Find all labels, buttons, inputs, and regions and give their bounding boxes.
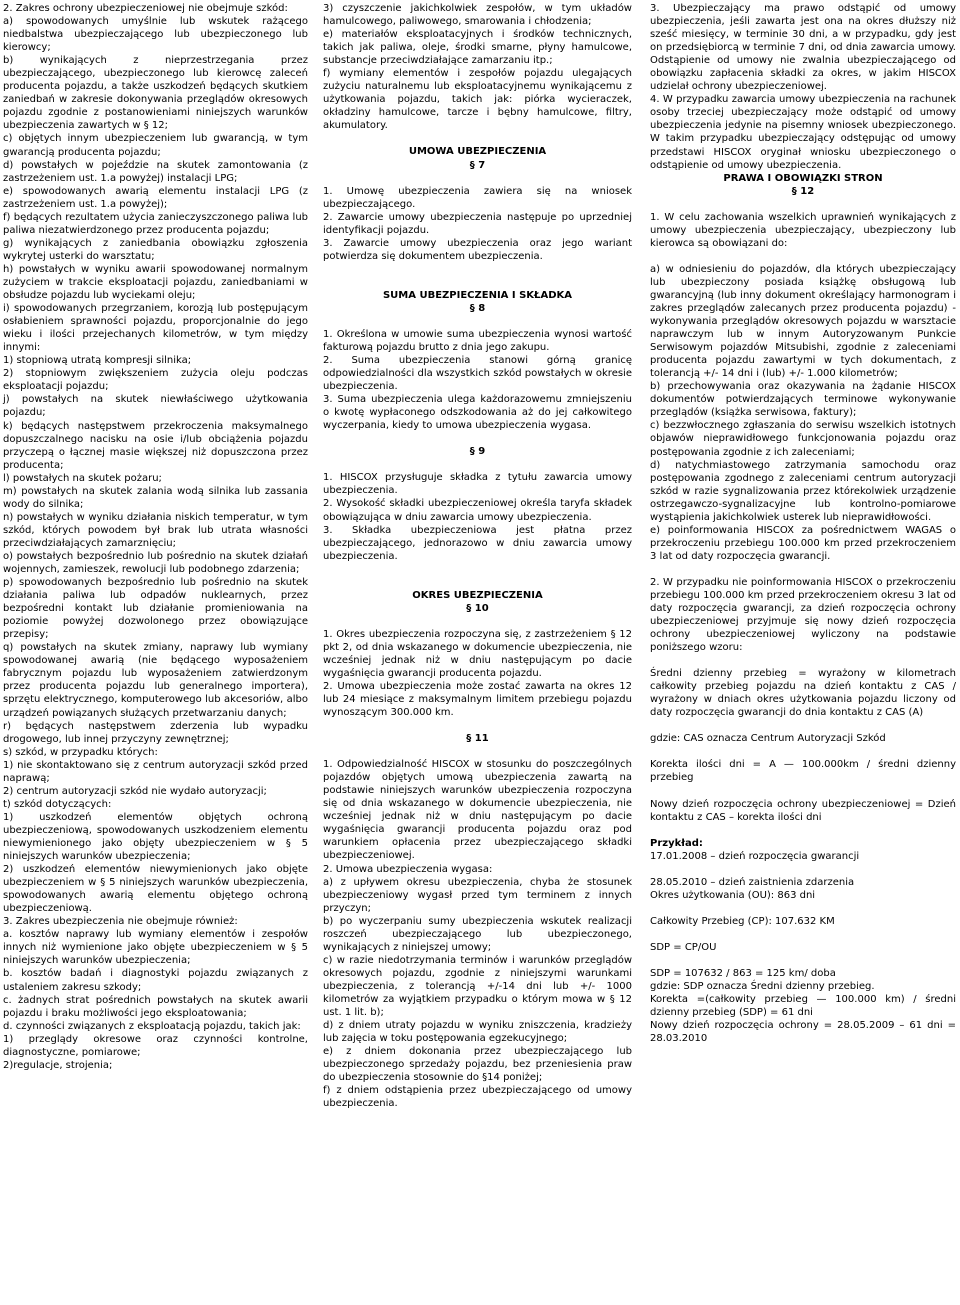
paragraph-spacer bbox=[323, 615, 632, 628]
paragraph: c) objętych innym ubezpieczeniem lub gwarancją, w tym gwarancją producenta pojazdu; bbox=[3, 133, 308, 158]
paragraph-spacer bbox=[650, 745, 956, 758]
paragraph: d. czynności związanych z eksploatacją pojazdu, takich jak: bbox=[3, 1020, 301, 1032]
paragraph-spacer bbox=[650, 654, 956, 667]
paragraph-spacer bbox=[323, 576, 632, 589]
paragraph: b) wynikających z nieprzestrzegania przez ubezpieczającego, ubezpieczonego lub kierowcę zaleceń producenta pojazdu, a także uszkodzeń będących skutkiem zaniedbań w zakresie dokonywania przeglądów okresowych pojazdu zgodnie z postanowieniami niniejszych warunków ubezpieczenia zawartych w § 12; bbox=[3, 55, 308, 132]
paragraph: a) z upływem okresu ubezpieczenia, chyba że stosunek ubezpieczeniowy wygasł przed tym terminem z innych przyczyn; bbox=[323, 876, 632, 914]
paragraph: SDP = CP/OU bbox=[650, 941, 717, 953]
paragraph-spacer bbox=[323, 315, 632, 328]
paragraph: e) spowodowanych awarią elementu instalacji LPG (z zastrzeżeniem ust. 1.a powyżej); bbox=[3, 185, 308, 210]
paragraph: a) spowodowanych umyślnie lub wskutek rażącego niedbalstwa ubezpieczającego lub ubezpieczonego lub kierowcy; bbox=[3, 16, 308, 54]
paragraph: 1) stopniową utratą kompresji silnika; bbox=[3, 355, 192, 367]
paragraph: 1) nie skontaktowano się z centrum autoryzacji szkód przed naprawą; bbox=[3, 759, 308, 784]
paragraph: 2. Zakres ochrony ubezpieczeniowej nie obejmuje szkód: bbox=[3, 3, 288, 14]
paragraph: gdzie: SDP oznacza Średni dzienny przebieg. bbox=[650, 980, 875, 992]
paragraph: 1. Określona w umowie suma ubezpieczenia wynosi wartość fakturową pojazdu brutto z dnia jego zakupu. bbox=[323, 328, 632, 353]
paragraph: Średni dzienny przebieg = wyrażony w kilometrach całkowity przebieg pojazdu na dzień kontaktu z CAS / wyrażony w dniach okres użytkowania pojazdu liczony od daty rozpoczęcia gwarancji do dnia kontaktu z CAS (A) bbox=[650, 668, 956, 719]
paragraph: m) powstałych na skutek zalania wodą silnika lub zassania wody do silnika; bbox=[3, 485, 308, 510]
section-heading: § 12 bbox=[791, 185, 815, 197]
paragraph: k) będących następstwem przekroczenia maksymalnego dopuszczalnego nacisku na osie i/lub obciążenia pojazdu przyczepą o łącznej masie większej niż dopuszczona przez producenta; bbox=[3, 420, 308, 471]
section-heading: UMOWA UBEZPIECZENIA bbox=[408, 146, 547, 158]
paragraph-spacer bbox=[323, 458, 632, 471]
paragraph: 2. Wysokość składki ubezpieczeniowej określa taryfa składek obowiązująca w dniu zawarcia umowy ubezpieczenia. bbox=[323, 498, 632, 523]
paragraph: e) z dniem dokonania przez ubezpieczającego lub ubezpieczonego sprzedaży pojazdu, bez przeniesienia praw do ubezpieczenia stosownie do §14 poniżej; bbox=[323, 1046, 632, 1084]
text-column-middle bbox=[323, 2, 632, 1110]
paragraph-spacer bbox=[650, 250, 956, 263]
paragraph: s) szkód, w przypadku których: bbox=[3, 746, 158, 758]
paragraph-spacer bbox=[323, 263, 632, 276]
paragraph: 4. W przypadku zawarcia umowy ubezpieczenia na rachunek osoby trzeciej ubezpieczający może odstąpić od umowy ubezpieczenia jedynie na pisemny wniosek ubezpieczonego. W takim przypadku ubezpieczający odstępując od umowy przedstawi HISCOX oryginał wniosku ubezpieczonego o odstąpienie od umowy ubezpieczenia. bbox=[650, 94, 956, 171]
paragraph-spacer bbox=[323, 745, 632, 758]
paragraph: d) z dniem utraty pojazdu w wyniku zniszczenia, kradzieży lub zajęcia w toku postępowania egzekucyjnego; bbox=[323, 1020, 632, 1045]
paragraph: n) powstałych w wyniku działania niskich temperatur, w tym szkód, których powodem był brak lub utrata własności przeciwdziałających zamarznięciu; bbox=[3, 511, 308, 549]
section-heading: OKRES UBEZPIECZENIA bbox=[412, 589, 543, 601]
paragraph-spacer bbox=[650, 928, 956, 941]
paragraph: 2. Suma ubezpieczenia stanowi górną granicę odpowiedzialności dla wszystkich szkód powstałych w okresie ubezpieczenia. bbox=[323, 355, 632, 393]
paragraph-spacer bbox=[323, 563, 632, 576]
paragraph: t) szkód dotyczących: bbox=[3, 798, 112, 810]
section-heading: § 11 bbox=[466, 733, 489, 745]
paragraph: b. kosztów badań i diagnostyki pojazdu związanych z ustaleniem zakresu szkody; bbox=[3, 968, 308, 993]
paragraph: 1. Odpowiedzialność HISCOX w stosunku do poszczególnych pojazdów objętych umową ubezpieczenia zawartą na podstawie niniejszych warunków ubezpieczenia rozpoczyna się od dnia wskazanego w dokumencie ubezpieczenia, nie wcześniej jednak niż w dniu następującym po dacie wygaśnięcia gwarancji producenta pojazdu oraz pod warunkiem opłacenia przez ubezpieczającego składki ubezpieczeniowej. bbox=[323, 759, 632, 862]
paragraph: h) powstałych w wyniku awarii spowodowanej normalnym zużyciem w trakcie eksploatacji pojazdu, zaniedbaniami w obsłudze pojazdu lub wyciekami oleju; bbox=[3, 263, 308, 302]
paragraph: e) poinformowania HISCOX za pośrednictwem WAGAS o przekroczeniu przebiegu 100.000 km przed przekroczeniem 3 lat od daty rozpoczęcia gwarancji. bbox=[650, 524, 956, 562]
paragraph: b) po wyczerpaniu sumy ubezpieczenia wskutek realizacji roszczeń ubezpieczającego lub ubezpieczonego, wynikających z niniejszej umowy; bbox=[323, 915, 632, 953]
paragraph: Okres użytkowania (OU): 863 dni bbox=[650, 889, 816, 901]
paragraph: 2) uszkodzeń elementów niewymienionych jako objęte ubezpieczeniem w § 5 niniejszych warunków ubezpieczenia, spowodowanych awarią elementu objętego ochroną ubezpieczeniową. bbox=[3, 864, 308, 915]
paragraph: 2) centrum autoryzacji szkód nie wydało autoryzacji; bbox=[3, 785, 267, 797]
paragraph: c. żadnych strat pośrednich powstałych na skutek awarii pojazdu i braku możliwości jego eksploatowania; bbox=[3, 994, 308, 1019]
paragraph-spacer bbox=[323, 719, 632, 732]
paragraph-spacer bbox=[650, 563, 956, 576]
paragraph: e) materiałów eksploatacyjnych i środków technicznych, takich jak paliwa, oleje, środki smarne, płyny hamulcowe, substancje przeciwdziałające zamarzaniu itp.; bbox=[323, 29, 632, 67]
paragraph: d) powstałych w pojeździe na skutek zamontowania (z zastrzeżeniem ust. 1.a powyżej) instalacji LPG; bbox=[3, 159, 308, 184]
section-heading: § 8 bbox=[469, 302, 486, 314]
paragraph-spacer bbox=[323, 276, 632, 289]
paragraph: p) spowodowanych bezpośrednio lub pośrednio na skutek działania paliwa lub odpadów nuklearnych, przez bezpośredni kontakt lub działanie promieniowania na poziomie powyżej dozwolonego przez obowiązujące przepisy; bbox=[3, 577, 308, 641]
paragraph: Nowy dzień rozpoczęcia ochrony ubezpieczeniowej = Dzień kontaktu z CAS – korekta ilości dni bbox=[650, 798, 956, 823]
section-heading: § 9 bbox=[469, 446, 486, 458]
paragraph-spacer bbox=[650, 824, 956, 837]
paragraph: 2. W przypadku nie poinformowania HISCOX o przekroczeniu przebiegu 100.000 km przed przekroczeniem okresu 3 lat od daty rozpoczęcia gwarancji, za dzień rozpoczęcia ochrony ubezpieczeniowej przyjmuje się nowy dzień rozpoczęcia ochrony ubezpieczeniowej wyliczony na podstawie poniższego wzoru: bbox=[650, 576, 956, 654]
paragraph: l) powstałych na skutek pożaru; bbox=[3, 472, 162, 484]
section-heading: § 10 bbox=[466, 602, 489, 614]
paragraph: 3. Zawarcie umowy ubezpieczenia oraz jego wariant potwierdza się dokumentem ubezpieczenia. bbox=[323, 237, 632, 262]
paragraph: 1. W celu zachowania wszelkich uprawnień wynikających z umowy ubezpieczenia ubezpieczający, ubezpieczony lub kierowca są obowiązani do: bbox=[650, 211, 956, 249]
paragraph: Korekta =(całkowity przebieg — 100.000 km) / średni dzienny przebieg (SDP) = 61 dni bbox=[650, 994, 956, 1019]
paragraph: d) natychmiastowego zatrzymania samochodu oraz postępowania zgodnego z zaleceniami centrum autoryzacji szkód w razie sygnalizowania przez którekolwiek urządzenie ostrzegawczo-sygnalizacyjne lub kontrolno-pomiarowe wystąpienia jakichkolwiek usterek lub nieprawidłowości. bbox=[650, 459, 956, 523]
paragraph: f) wymiany elementów i zespołów pojazdu ulegających zużyciu naturalnemu lub eksploatacyjnemu wynikającemu z użytkowania pojazdu, takich jak: piórka wycieraczek, okładziny hamulcowe, tarcze i bębny hamulcowe, filtry, akumulatory. bbox=[323, 68, 632, 132]
paragraph-spacer bbox=[650, 902, 956, 915]
paragraph: 3. Składka ubezpieczeniowa jest płatna przez ubezpieczającego, jednorazowo w dniu zawarcia umowy ubezpieczenia. bbox=[323, 524, 632, 562]
paragraph: c) w razie niedotrzymania terminów i warunków przeglądów okresowych pojazdu, zgodnie z niniejszymi warunkami ubezpieczenia, z tolerancją +/-14 dni lub +/- 1000 kilometrów za wyjątkiem przypadku o którym mowa w § 12 ust. 1 lit. b); bbox=[323, 954, 632, 1019]
paragraph: 17.01.2008 – dzień rozpoczęcia gwarancji bbox=[650, 850, 860, 862]
paragraph: 3) czyszczenie jakichkolwiek zespołów, w tym układów hamulcowego, paliwowego, smarowania i chłodzenia; bbox=[323, 3, 632, 28]
section-heading: SUMA UBEZPIECZENIA I SKŁADKA bbox=[382, 289, 573, 301]
paragraph: o) powstałych bezpośrednio lub pośrednio na skutek działań wojennych, zamieszek, rewolucji lub podobnego zdarzenia; bbox=[3, 550, 308, 576]
paragraph-spacer bbox=[650, 198, 956, 211]
section-heading: PRAWA I OBOWIĄZKI STRON bbox=[723, 172, 883, 184]
paragraph-spacer bbox=[650, 785, 956, 798]
paragraph: 3. Suma ubezpieczenia ulega każdorazowemu zmniejszeniu o kwotę wypłaconego odszkodowania aż do jej całkowitego wyczerpania, kiedy to umowa ubezpieczenia wygasa. bbox=[323, 394, 632, 432]
paragraph: 2) stopniowym zwiększeniem zużycia oleju podczas eksploatacji pojazdu; bbox=[3, 368, 308, 393]
paragraph-spacer bbox=[650, 719, 956, 732]
paragraph: c) bezzwłocznego zgłaszania do serwisu wszelkich istotnych objawów nieprawidłowego funkcjonowania pojazdu oraz postępowania zgodnie z ich zaleceniami; bbox=[650, 420, 956, 458]
paragraph: 1. HISCOX przysługuje składka z tytułu zawarcia umowy ubezpieczenia. bbox=[323, 472, 632, 497]
paragraph: SDP = 107632 / 863 = 125 km/ doba bbox=[650, 967, 836, 979]
paragraph: 1) uszkodzeń elementów objętych ochroną ubezpieczeniową, spowodowanych uszkodzeniem elementu niewymienionego jako objęty ubezpieczeniem w § 5 niniejszych warunków ubezpieczenia; bbox=[3, 811, 308, 863]
paragraph: gdzie: CAS oznacza Centrum Autoryzacji Szkód bbox=[650, 733, 886, 745]
text-column-right bbox=[650, 2, 956, 1045]
paragraph: a) w odniesieniu do pojazdów, dla których ubezpieczający lub ubezpieczony posiada książkę obsługową lub gwarancyjną (lub inny dokument określający harmonogram i zakres przeglądów zalecanych przez producenta pojazdu) - wykonywania przeglądów okresowych pojazdu w warsztacie naprawczym lub w innym Autoryzowanym Punkcie Serwisowym pojazdów Mitsubishi, zgodnie z zaleceniami producenta pojazdu zawartymi w tych dokumentach, z tolerancją +/- 14 dni i (lub) +/- 1.000 kilometrów; bbox=[650, 263, 956, 380]
paragraph: 3. Zakres ubezpieczenia nie obejmuje również: bbox=[3, 916, 238, 928]
paragraph: j) powstałych na skutek niewłaściwego użytkowania pojazdu; bbox=[3, 394, 308, 419]
paragraph: q) powstałych na skutek zmiany, naprawy lub wymiany spowodowanej awarią (nie będącego wyposażeniem fabrycznym pojazdu lub wyposażeniem zatwierdzonym przez producenta pojazdu lub generalnego importera), sprzętu elektrycznego, komputerowego lub akcesoriów, albo urządzeń powiązanych służących przetwarzaniu danych; bbox=[3, 642, 308, 719]
paragraph-spacer bbox=[323, 432, 632, 445]
paragraph: Nowy dzień rozpoczęcia ochrony = 28.05.2009 – 61 dni = 28.03.2010 bbox=[650, 1020, 956, 1045]
section-heading: § 7 bbox=[469, 159, 486, 171]
paragraph: 1. Umowę ubezpieczenia zawiera się na wniosek ubezpieczającego. bbox=[323, 185, 632, 210]
paragraph: i) spowodowanych przegrzaniem, korozją lub postępującym osłabieniem sprawności pojazdu, proporcjonalnie do jego wieku i ilości przejechanych kilometrów, w tym między innymi: bbox=[3, 303, 308, 354]
paragraph: 2. Umowa ubezpieczenia może zostać zawarta na okres 12 lub 24 miesiące z maksymalnym limitem przebiegu pojazdu wynoszącym 300.000 km. bbox=[323, 680, 632, 719]
paragraph: r) będących następstwem zderzenia lub wypadku drogowego, lub innej przyczyny zewnętrznej; bbox=[3, 720, 308, 745]
paragraph: 1) przeglądy okresowe oraz czynności kontrolne, diagnostyczne, pomiarowe; bbox=[3, 1033, 308, 1058]
paragraph: a. kosztów naprawy lub wymiany elementów i zespołów innych niż wymienione jako objęte ubezpieczeniem w § 5 niniejszych warunków ubezpieczenia; bbox=[3, 929, 308, 967]
paragraph: 2. Umowa ubezpieczenia wygasa: bbox=[323, 863, 493, 875]
paragraph: g) wynikających z zaniedbania obowiązku zgłoszenia wykrytej usterki do warsztatu; bbox=[3, 237, 308, 262]
paragraph-spacer bbox=[650, 863, 956, 876]
paragraph: Całkowity Przebieg (CP): 107.632 KM bbox=[650, 915, 835, 927]
paragraph: Korekta ilości dni = A — 100.000km / średni dzienny przebieg bbox=[650, 759, 956, 784]
paragraph: 2)regulacje, strojenia; bbox=[3, 1059, 113, 1071]
paragraph-spacer bbox=[323, 132, 632, 145]
text-column-left bbox=[3, 2, 308, 1072]
paragraph: 28.05.2010 – dzień zaistnienia zdarzenia bbox=[650, 876, 855, 888]
paragraph: f) będących rezultatem użycia zanieczyszczonego paliwa lub paliwa niezatwierdzonego przez producenta pojazdu; bbox=[3, 211, 308, 236]
paragraph-spacer bbox=[650, 954, 956, 967]
paragraph: 3. Ubezpieczający ma prawo odstąpić od umowy ubezpieczenia, jeśli zawarta jest ona na okres dłuższy niż sześć miesięcy, w terminie 30 dni, a w przypadku, gdy jest on przedsiębiorcą w terminie 7 dni, od dnia zawarcia umowy. Odstąpienie od umowy nie zwalnia ubezpieczającego od obowiązku zapłacenia składki za okres, w jakim HISCOX udzielał ochrony ubezpieczeniowej. bbox=[650, 3, 956, 93]
paragraph-spacer bbox=[323, 172, 632, 185]
paragraph: 1. Okres ubezpieczenia rozpoczyna się, z zastrzeżeniem § 12 pkt 2, od dnia wskazanego w dokumencie ubezpieczenia, nie wcześniej jednak niż w dniu następującym po dacie wygaśnięcia gwarancji producenta pojazdu. bbox=[323, 628, 632, 679]
paragraph: b) przechowywania oraz okazywania na żądanie HISCOX dokumentów potwierdzających terminowe wykonywanie przeglądów (książka serwisowa, faktury); bbox=[650, 381, 956, 419]
paragraph: f) z dniem odstąpienia przez ubezpieczającego od umowy ubezpieczenia. bbox=[323, 1085, 632, 1110]
paragraph: 2. Zawarcie umowy ubezpieczenia następuje po uprzedniej identyfikacji pojazdu. bbox=[323, 211, 632, 236]
paragraph: Przykład: bbox=[650, 837, 703, 849]
